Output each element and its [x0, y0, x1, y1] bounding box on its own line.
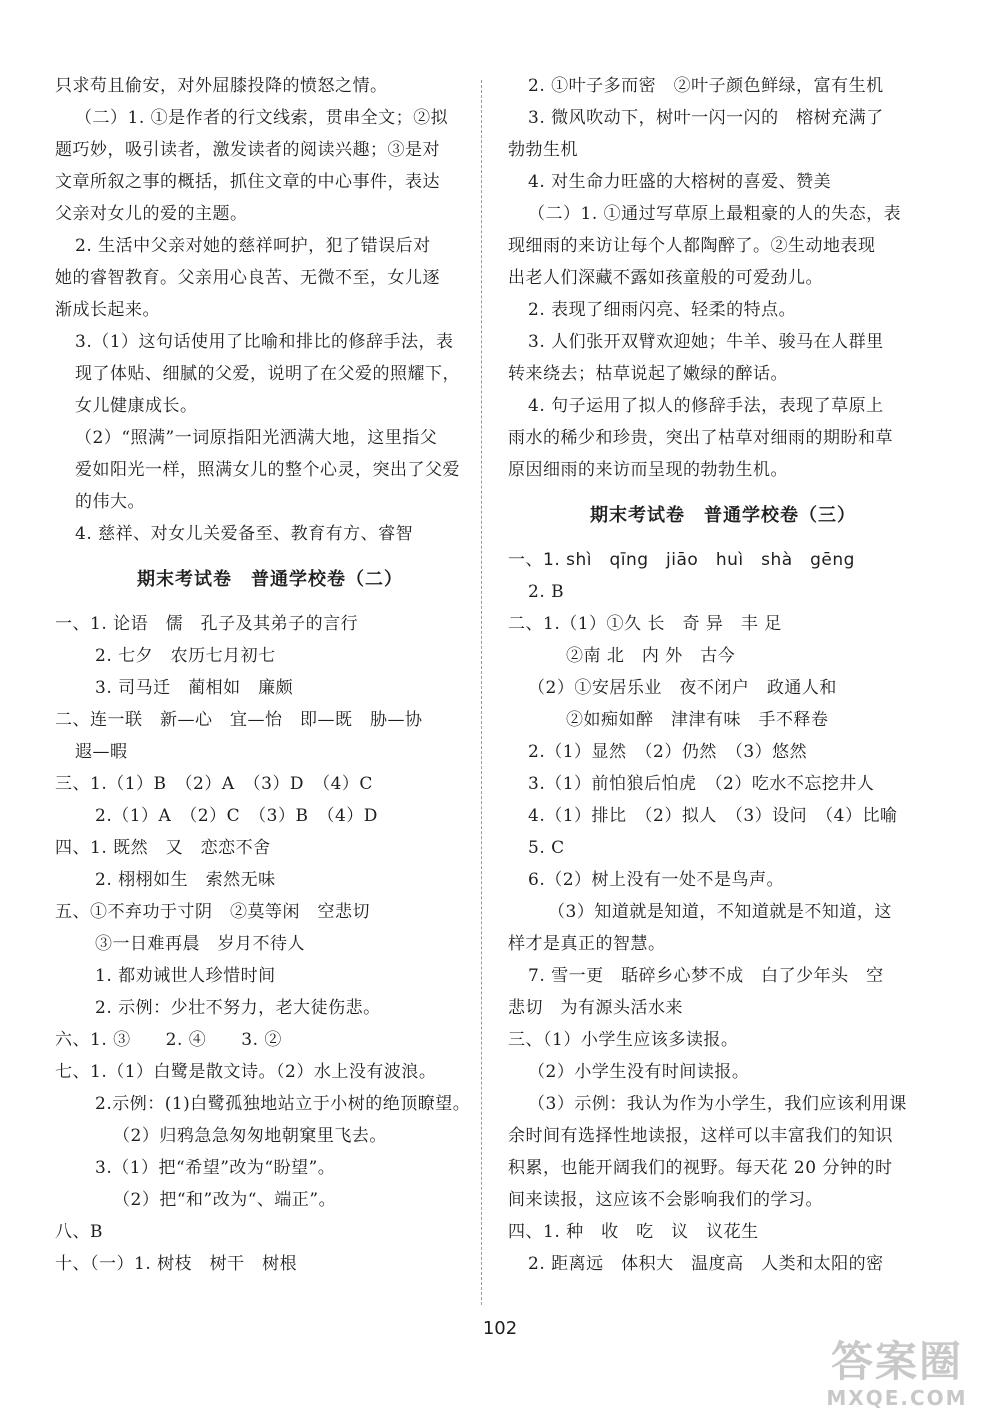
answer-line: 4. 慈祥、对女儿关爱备至、教育有方、睿智 [75, 524, 414, 544]
answer-line: 3.（1）这句话使用了比喻和排比的修辞手法，表 [75, 332, 454, 352]
answer-line: 间来读报，这应该不会影响我们的学习。 [508, 1190, 823, 1210]
answer-line: 勃勃生机 [508, 140, 578, 160]
answer-line: 3.（1）把“希望”改为“盼望”。 [95, 1158, 336, 1178]
answer-line: 3.（1）前怕狼后怕虎 （2）吃水不忘挖井人 [528, 774, 875, 794]
answer-line: 渐成长起来。 [55, 300, 160, 320]
answer-line: 5. C [528, 838, 565, 858]
answer-line: （2）把“和”改为“、端正”。 [113, 1190, 337, 1210]
answer-line: 二、1.（1）①久 长 奇 异 丰 足 [508, 614, 782, 634]
answer-line: 2. 距离远 体积大 温度高 人类和太阳的密 [528, 1254, 884, 1274]
answer-line: （2）①安居乐业 夜不闭户 政通人和 [528, 678, 837, 698]
pinyin-answer-line: 一、1. shì qīng jiāo huì shà gēng [508, 550, 855, 570]
answer-line: （二）1. ①通过写草原上最粗豪的人的失态，表 [528, 204, 902, 224]
answer-line: 八、B [55, 1222, 103, 1242]
answer-line: 六、1. ③ 2. ④ 3. ② [55, 1030, 282, 1050]
answer-line: （2）归鸦急急匆匆地朝窠里飞去。 [113, 1126, 387, 1146]
answer-line: 3. 微风吹动下，树叶一闪一闪的 榕树充满了 [528, 108, 884, 128]
column-divider [481, 80, 482, 1305]
answer-line: 悲切 为有源头活水来 [508, 998, 683, 1018]
answer-line: 2. 示例：少壮不努力，老大徒伤悲。 [95, 998, 381, 1018]
answer-line: 样才是真正的智慧。 [508, 934, 666, 954]
answer-line: 转来绕去；枯草说起了嫩绿的醉话。 [508, 364, 788, 384]
answer-line: 三、（1）小学生应该多读报。 [508, 1030, 739, 1050]
answer-line: 4. 句子运用了拟人的修辞手法，表现了草原上 [528, 396, 884, 416]
answer-line: （2）小学生没有时间读报。 [528, 1062, 750, 1082]
answer-line: 只求苟且偷安，对外屈膝投降的愤怒之情。 [55, 76, 388, 96]
answer-line: 现细雨的来访让每个人都陶醉了。②生动地表现 [508, 236, 876, 256]
left-column [55, 70, 485, 1280]
answer-line: 遐—暇 [75, 742, 128, 762]
answer-line: 二、连一联 新—心 宜—怡 即—既 胁—协 [55, 710, 423, 730]
answer-line: （2）“照满”一词原指阳光洒满大地，这里指父 [75, 428, 438, 448]
section-heading: 期末考试卷 普通学校卷（三） [590, 505, 856, 526]
answer-line: 十、（一）1. 树枝 树干 树根 [55, 1254, 298, 1274]
answer-line: 文章所叙之事的概括，抓住文章的中心事件，表达 [55, 172, 440, 192]
answer-line: 余时间有选择性地读报，这样可以丰富我们的知识 [508, 1126, 893, 1146]
answer-line: 出老人们深藏不露如孩童般的可爱劲儿。 [508, 268, 823, 288]
section-heading: 期末考试卷 普通学校卷（二） [137, 569, 403, 590]
answer-line: 4. 对生命力旺盛的大榕树的喜爱、赞美 [528, 172, 832, 192]
answer-line: 2. 生活中父亲对她的慈祥呵护，犯了错误后对 [75, 236, 431, 256]
watermark-top-text: 答案圈 [830, 1337, 963, 1386]
answer-line: 1. 都劝诫世人珍惜时间 [95, 966, 276, 986]
answer-line: 3. 人们张开双臂欢迎她；牛羊、骏马在人群里 [528, 332, 884, 352]
right-column [508, 70, 938, 1280]
answer-line: 2.示例：(1)白鹭孤独地站立于小树的绝顶瞭望。 [95, 1094, 471, 1114]
answer-line: 父亲对女儿的爱的主题。 [55, 204, 248, 224]
answer-line: 女儿健康成长。 [75, 396, 198, 416]
answer-line: 3. 司马迁 蔺相如 廉颇 [95, 678, 294, 698]
answer-line: 爱如阳光一样，照满女儿的整个心灵，突出了父爱 [75, 460, 460, 480]
answer-line: （3）知道就是知道，不知道就是不知道，这 [548, 902, 892, 922]
answer-line: 五、①不弃功于寸阴 ②莫等闲 空悲切 [55, 902, 370, 922]
answer-line: 三、1.（1）B （2）A （3）D （4）C [55, 774, 373, 794]
answer-line: 积累，也能开阔我们的视野。每天花 20 分钟的时 [508, 1158, 893, 1178]
answer-line: 2. 栩栩如生 索然无味 [95, 870, 276, 890]
answer-line: 的伟大。 [75, 492, 145, 512]
answer-line: ②南 北 内 外 古今 [566, 646, 736, 666]
answer-line: 现了体贴、细腻的父爱，说明了在父爱的照耀下， [75, 364, 460, 384]
answer-line: 7. 雪一更 聒碎乡心梦不成 白了少年头 空 [528, 966, 884, 986]
answer-line: 4.（1）排比 （2）拟人 （3）设问 （4）比喻 [528, 806, 898, 826]
answer-line: 2. 表现了细雨闪亮、轻柔的特点。 [528, 300, 797, 320]
watermark-bottom-text: MXQE.COM [826, 1386, 968, 1410]
answer-line: 2. ①叶子多而密 ②叶子颜色鲜绿，富有生机 [528, 76, 884, 96]
answer-line: 题巧妙，吸引读者，激发读者的阅读兴趣；③是对 [55, 140, 440, 160]
answer-line: （3）示例：我认为作为小学生，我们应该利用课 [528, 1094, 907, 1114]
answer-line: ③一日难再晨 岁月不待人 [95, 934, 305, 954]
answer-line: 原因细雨的来访而呈现的勃勃生机。 [508, 460, 788, 480]
answer-line: 2. B [528, 582, 565, 602]
answer-line: ②如痴如醉 津津有味 手不释卷 [566, 710, 829, 730]
answer-line: 2.（1）A （2）C （3）B （4）D [95, 806, 378, 826]
watermark-logo [812, 1337, 982, 1417]
answer-line: 雨水的稀少和珍贵，突出了枯草对细雨的期盼和草 [508, 428, 893, 448]
answer-line: 四、1. 既然 又 恋恋不舍 [55, 838, 271, 858]
answer-line: （二）1. ①是作者的行文线索，贯串全文；②拟 [75, 108, 449, 128]
answer-line: 一、1. 论语 儒 孔子及其弟子的言行 [55, 614, 359, 634]
answer-line: 她的睿智教育。父亲用心良苦、无微不至，女儿逐 [55, 268, 440, 288]
page-number: 102 [482, 1318, 518, 1339]
answer-line: 七、1.（1）白鹭是散文诗。（2）水上没有波浪。 [55, 1062, 437, 1082]
answer-line: 6.（2）树上没有一处不是鸟声。 [528, 870, 785, 890]
answer-line: 四、1. 种 收 吃 议 议花生 [508, 1222, 759, 1242]
answer-line: 2. 七夕 农历七月初七 [95, 646, 276, 666]
answer-line: 2.（1）显然 （2）仍然 （3）悠然 [528, 742, 808, 762]
